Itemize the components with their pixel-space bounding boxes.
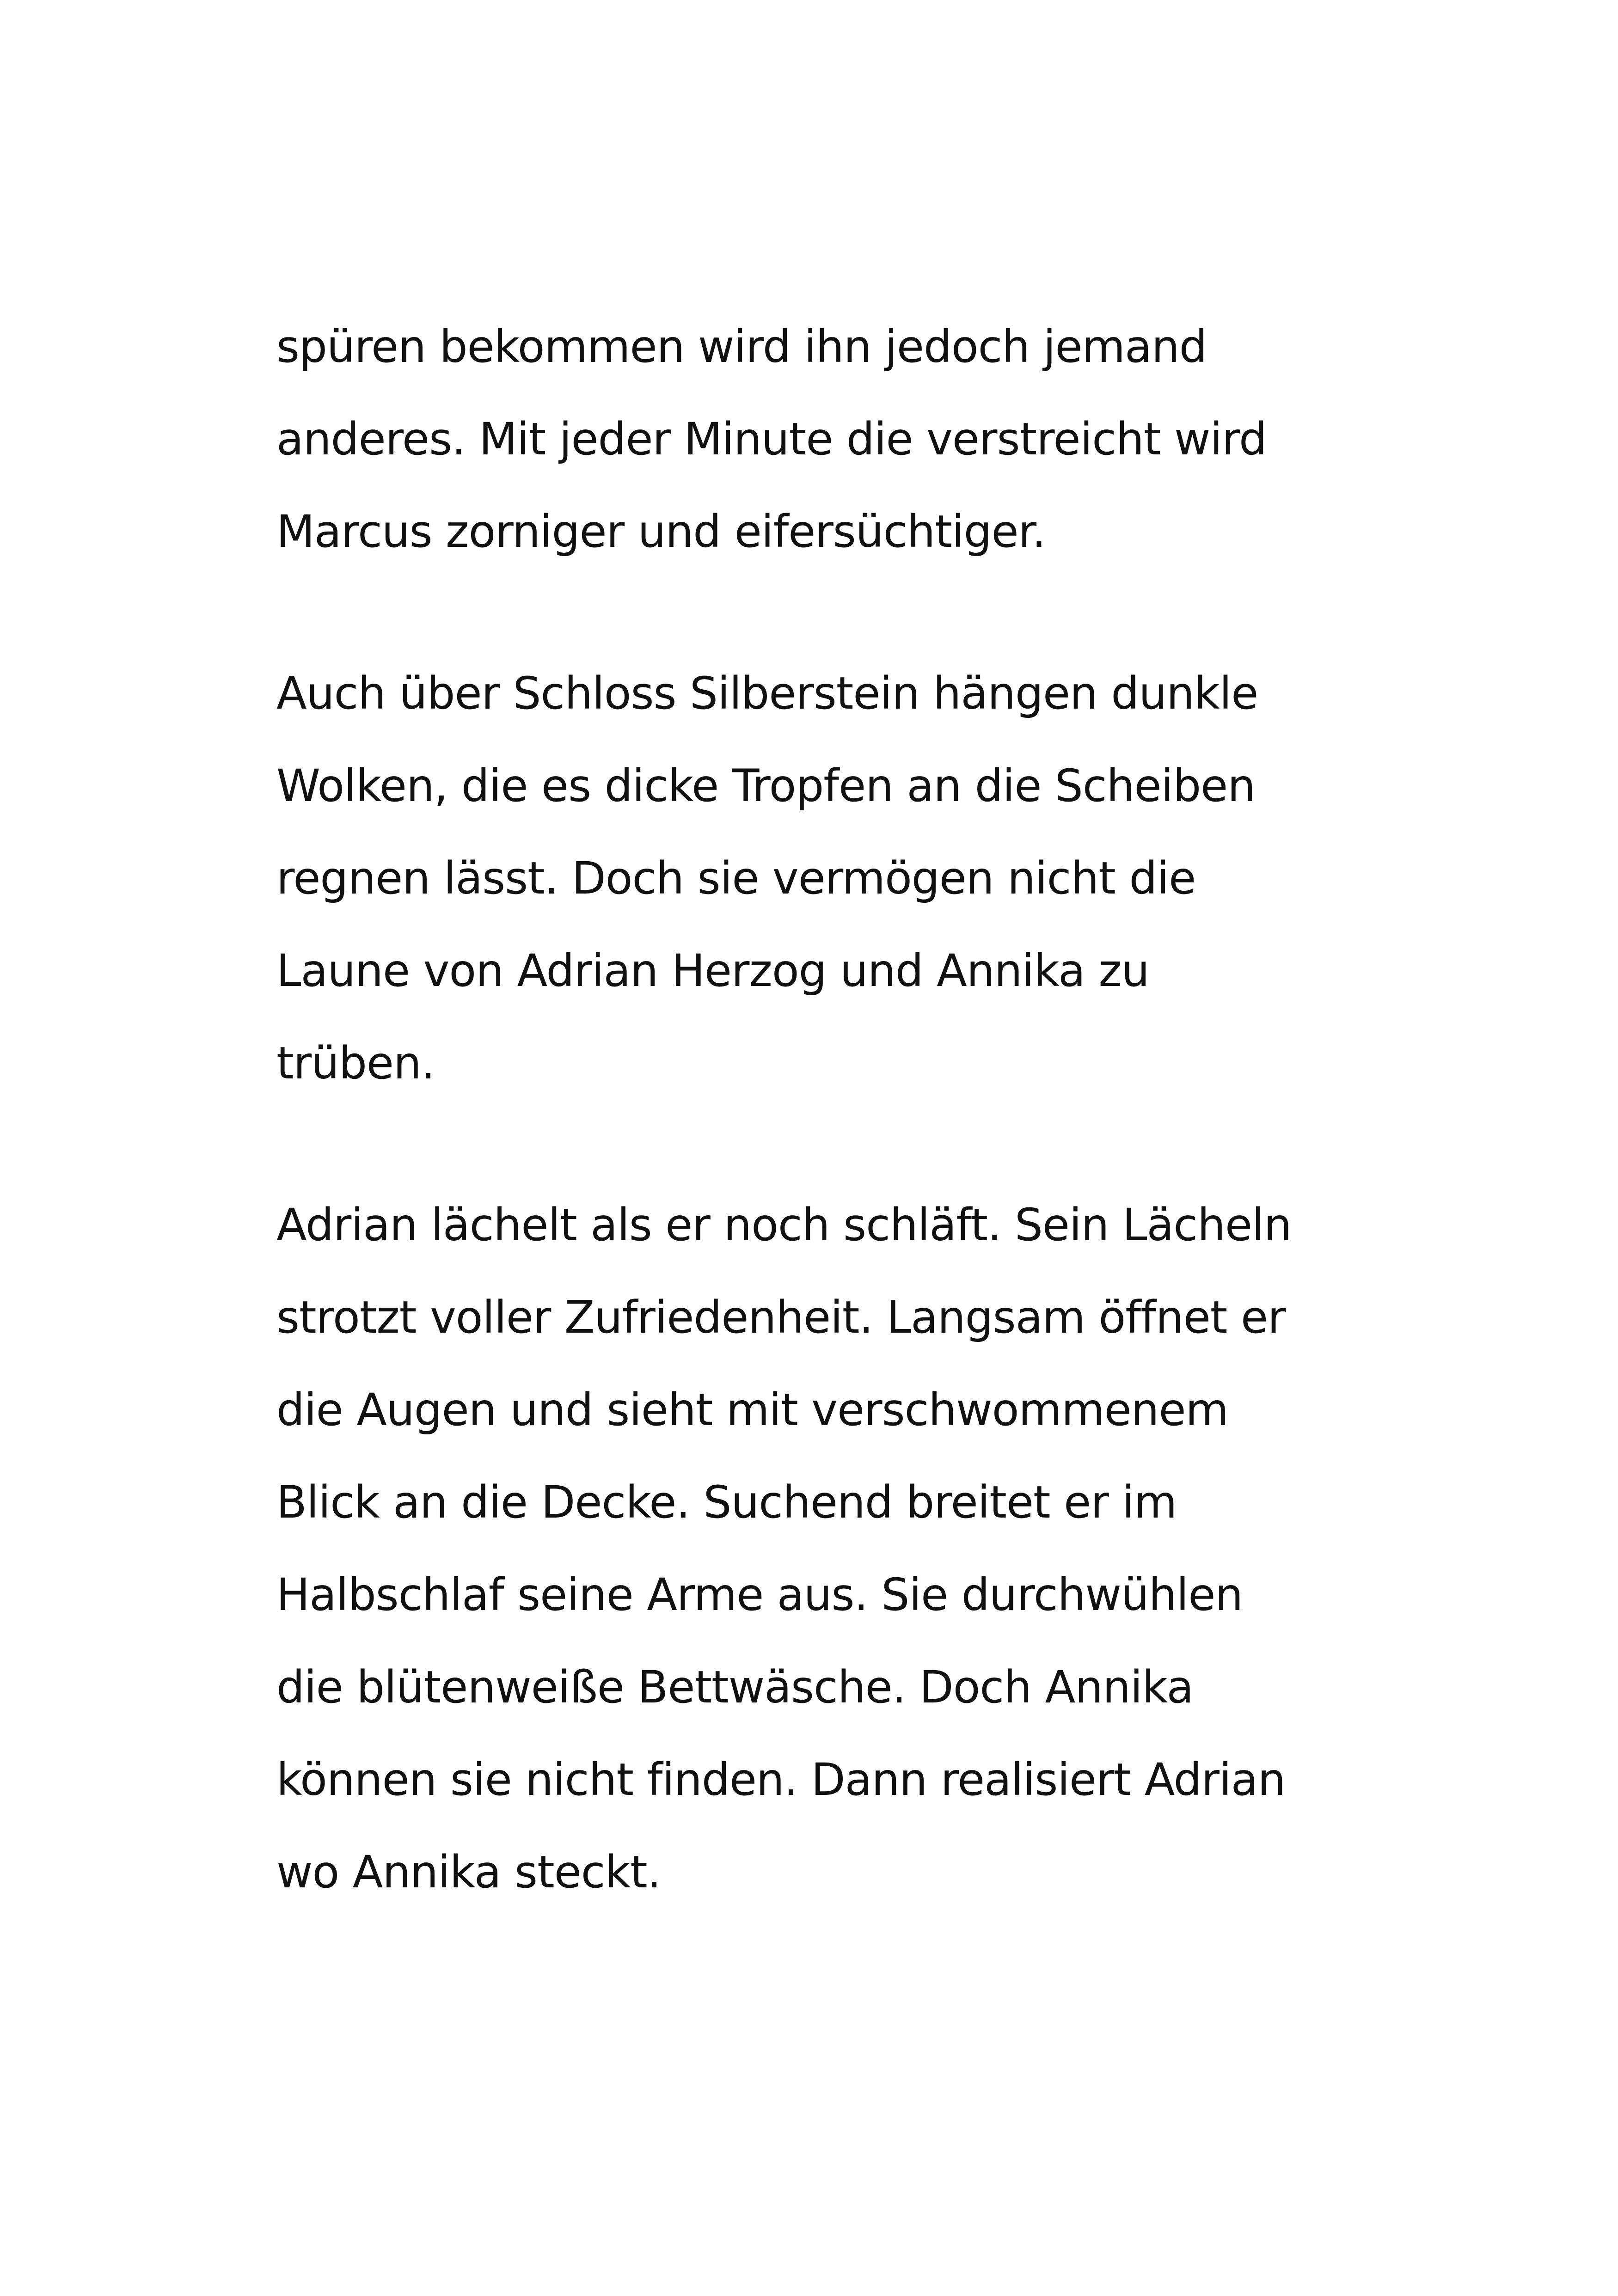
text-line: Marcus zorniger und eifersüchtiger. bbox=[276, 506, 1046, 557]
text-line: anderes. Mit jeder Minute die verstreicht wird bbox=[276, 413, 1267, 465]
text-line: Halbschlaf seine Arme aus. Sie durchwühlen bbox=[276, 1569, 1243, 1621]
text-line: die Augen und sieht mit verschwommenem bbox=[276, 1384, 1229, 1436]
text-line: strotzt voller Zufriedenheit. Langsam öffnet er bbox=[276, 1292, 1286, 1343]
text-line: können sie nicht finden. Dann realisiert Adrian bbox=[276, 1754, 1286, 1806]
text-line: regnen lässt. Doch sie vermögen nicht die bbox=[276, 852, 1196, 904]
text-line: die blütenweiße Bettwäsche. Doch Annika bbox=[276, 1661, 1194, 1713]
text-line: wo Annika steckt. bbox=[276, 1846, 661, 1898]
text-line: trüben. bbox=[276, 1037, 435, 1089]
text-line: Blick an die Decke. Suchend breitet er im bbox=[276, 1476, 1177, 1528]
text-line: Wolken, die es dicke Tropfen an die Scheiben bbox=[276, 760, 1256, 812]
text-line: spüren bekommen wird ihn jedoch jemand bbox=[276, 321, 1207, 373]
text-line: Laune von Adrian Herzog und Annika zu bbox=[276, 945, 1149, 997]
text-line: Adrian lächelt als er noch schläft. Sein Lächeln bbox=[276, 1199, 1292, 1251]
text-line: Auch über Schloss Silberstein hängen dunkle bbox=[276, 667, 1258, 719]
